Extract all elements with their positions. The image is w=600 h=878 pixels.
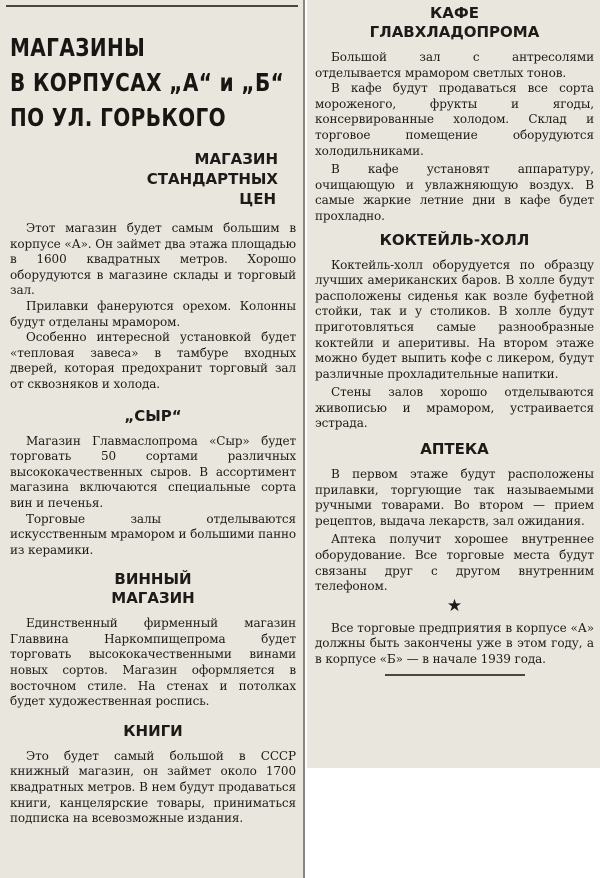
paragraph: Единственный фирменный магазин Главвина Наркомпищепрома будет торговать высококачественными винами новых сортов. Магазин оформляется в восточном стиле. На стенах и потолках будет художественная роспись. <box>10 616 296 709</box>
heading-line: МАГАЗИН <box>194 150 278 168</box>
paragraph: Особенно интересной установкой будет «тепловая завеса» в тамбуре входных дверей, которая предохранит торговый зал от сквозняков и холода. <box>10 330 296 391</box>
paragraph: Стены залов хорошо отделываются живописью и мрамором, устраивается эстрада. <box>315 385 594 431</box>
heading-line: МАГАЗИН <box>111 589 195 608</box>
paragraph: Все торговые предприятия в корпусе «А» должны быть закончены уже в этом году, а в корпусе «Б» — в начале 1939 года. <box>315 620 594 666</box>
section-heading <box>10 570 296 608</box>
paragraph: Торговые залы отделываются искусственным мрамором и большими панно из керамики. <box>10 511 296 557</box>
section-heading: КОКТЕЙЛЬ-ХОЛЛ <box>379 230 530 249</box>
heading-line: ВИННЫЙ <box>114 570 192 589</box>
article-title <box>10 30 285 135</box>
paragraph: Магазин Главмаслопрома «Сыр» будет торговать 50 сортами различных высококачественных сыров. В ассортимент магазина включаются специальные сорта вин и печенья. <box>10 433 296 510</box>
section-books <box>10 722 296 827</box>
section-cocktail-hall <box>315 231 594 433</box>
heading-line: КАФЕ <box>430 4 479 22</box>
paragraph: Это будет самый большой в СССР книжный магазин, он займет около 1700 квадратных метров. В нем будут продаваться книги, канцелярские товары, приниматься подписка на всевозможные издания. <box>10 748 296 826</box>
section-pharmacy <box>315 440 594 595</box>
title-line: В КОРПУСАХ „А“ и „Б“ <box>10 68 285 97</box>
section-standard-prices <box>10 149 296 393</box>
section-heading: АПТЕКА <box>420 440 489 459</box>
title-line: ПО УЛ. ГОРЬКОГО <box>10 103 227 132</box>
title-line: МАГАЗИНЫ <box>10 33 146 62</box>
paragraph: Этот магазин будет самым большим в корпусе «А». Он займет два этажа площадью в 1600 квадратных метров. Хорошо оборудуются в магазине склады и торговый зал. <box>10 221 296 298</box>
heading-line: ГЛАВХЛАДОПРОМА <box>369 23 540 41</box>
section-cheese <box>10 407 296 559</box>
top-rule <box>6 5 298 7</box>
end-rule <box>385 674 525 676</box>
paragraph: В первом этаже будут расположены прилавки, торгующие так называемыми ручными товарами. Во втором — прием рецептов, выдача лекарств, зал ожидания. <box>315 467 594 528</box>
paragraph: Прилавки фанеруются орехом. Колонны будут отделаны мрамором. <box>10 298 296 329</box>
closing-note <box>315 621 594 668</box>
right-column <box>307 0 600 768</box>
section-heading <box>315 4 594 42</box>
paragraph: В кафе будут продаваться все сорта мороженого, фрукты и ягоды, консервированные холодом. Склад и торговое помещение оборудуются холодильниками. <box>315 81 594 158</box>
paragraph: Аптека получит хорошее внутреннее оборудование. Все торговые места будут связаны друг с другом внутренним телефоном. <box>315 532 594 594</box>
section-heading <box>10 149 296 209</box>
section-heading: „СЫР“ <box>124 406 182 425</box>
section-cafe <box>315 4 594 225</box>
paragraph: Коктейль-холл оборудуется по образцу лучших американских баров. В холле будут расположены сиденья как возле буфетной стойки, так и у столиков. В холле будут приготовляться самые разнообразные коктейли и аперитивы. На втором этаже можно будет выпить кофе с ликером, будут различные прохладительные напитки. <box>315 257 594 381</box>
paragraph: В кафе установят аппаратуру, очищающую и увлажняющую воздух. В самые жаркие летние дни в кафе будет прохладно. <box>315 162 594 223</box>
column-divider <box>303 0 305 878</box>
star-icon: ★ <box>446 595 463 616</box>
paragraph: Большой зал с антресолями отделывается мрамором светлых тонов. <box>315 50 594 80</box>
heading-line: СТАНДАРТНЫХ <box>146 170 278 188</box>
section-heading: КНИГИ <box>123 721 183 740</box>
section-wine <box>10 570 296 710</box>
heading-line: ЦЕН <box>239 190 276 208</box>
